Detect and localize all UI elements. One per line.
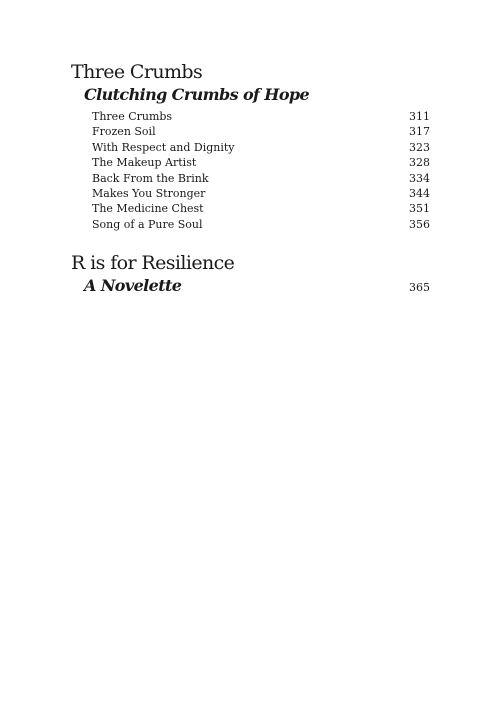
toc-entry[interactable]	[92, 140, 430, 155]
entry-page-number: 323	[409, 140, 430, 154]
entry-title: The Makeup Artist	[92, 156, 197, 170]
entry-page-number: 344	[409, 186, 430, 200]
entry-title: With Respect and Dignity	[92, 140, 235, 154]
entry-title: Back From the Brink	[92, 171, 209, 185]
section-title: Three Crumbs	[71, 61, 203, 83]
section-subtitle[interactable]: A Novelette	[84, 276, 182, 295]
toc-entry[interactable]	[92, 217, 430, 232]
toc-list	[92, 109, 430, 232]
entry-title: Makes You Stronger	[92, 186, 206, 200]
toc-entry[interactable]	[92, 124, 430, 139]
toc-entry[interactable]	[92, 109, 430, 124]
entry-title: Frozen Soil	[92, 125, 156, 139]
section-title: R is for Resilience	[71, 252, 235, 274]
entry-title: Song of a Pure Soul	[92, 217, 203, 231]
toc-entry[interactable]	[92, 155, 430, 170]
toc-entry[interactable]	[92, 186, 430, 201]
entry-page-number: 317	[409, 125, 430, 139]
section-subtitle: Clutching Crumbs of Hope	[84, 85, 310, 104]
toc-entry[interactable]	[92, 171, 430, 186]
entry-page-number: 311	[409, 110, 430, 123]
entry-title: Three Crumbs	[92, 110, 173, 123]
toc-entry[interactable]	[92, 201, 430, 216]
entry-page-number: 328	[409, 156, 430, 170]
section-page-number: 365	[409, 281, 430, 294]
entry-title: The Medicine Chest	[92, 202, 204, 216]
entry-page-number: 334	[409, 171, 430, 185]
entry-page-number: 356	[409, 217, 430, 231]
entry-page-number: 351	[409, 202, 430, 216]
